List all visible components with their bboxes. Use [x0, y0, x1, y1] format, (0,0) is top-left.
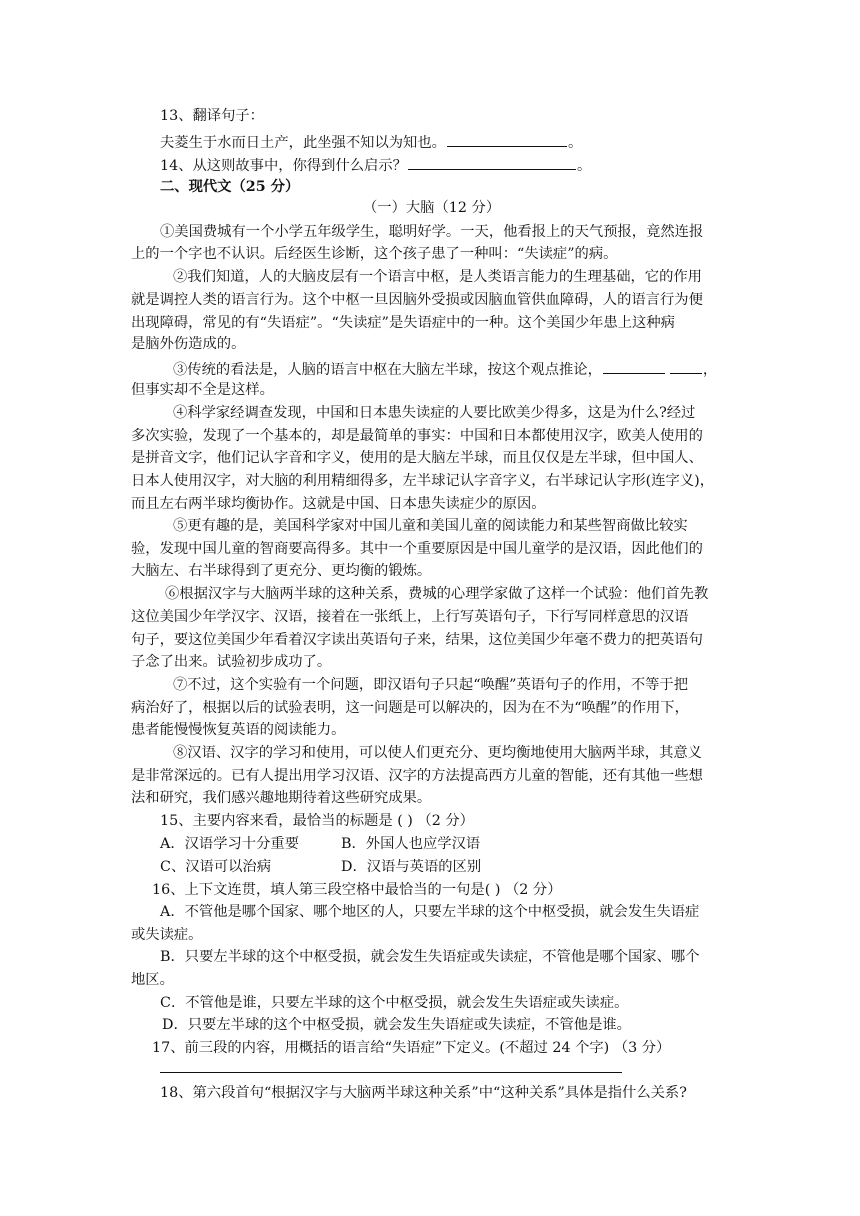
q13-end: 。: [567, 135, 583, 151]
paragraph-7-line: 患者能慢慢恢复英语的阅读能力。: [131, 722, 346, 738]
paragraph-2-line: 出现障碍，常见的有“失语症”。“失读症”是失语症中的一种。这个美国少年患上这种病: [131, 315, 675, 331]
paragraph-6-line: 句子，要这位美国少年看着汉字读出英语句子来，结果，这位美国少年毫不费力的把英语句: [131, 632, 703, 648]
paragraph-1-line: ①美国费城有一个小学五年级学生，聪明好学。一天，他看报上的天气预报，竟然连报: [160, 224, 704, 240]
paragraph-4-line: 多次实验，发现了一个基本的，却是最简单的事实：中国和日本都使用汉字，欧美人使用的: [131, 428, 703, 444]
paragraph-8-line: 法和研究，我们感兴趣地期待着这些研究成果。: [131, 790, 432, 806]
q16-option-a-cont[interactable]: 或失读症。: [131, 927, 203, 943]
q16-option-b[interactable]: B．只要左半球的这个中枢受损，就会发生失语症或失读症，不管他是哪个国家、哪个: [160, 949, 700, 965]
q16-option-c[interactable]: C．不管他是谁，只要左半球的这个中枢受损，就会发生失语症或失读症。: [160, 995, 629, 1011]
q14-text: 14、从这则故事中，你得到什么启示？: [160, 158, 407, 174]
q15-stem: 15、主要内容来看，最恰当的标题是 ( ) （2 分）: [160, 813, 474, 829]
q14-line: [160, 154, 591, 177]
paragraph-2-line: ②我们知道，人的大脑皮层有一个语言中枢，是人类语言能力的生理基础，它的作用: [173, 269, 702, 285]
paragraph-6-line: ⑥根据汉字与大脑两半球的这种关系，费城的心理学家做了这样一个试验：他们首先教: [165, 586, 709, 602]
paragraph-7-line: 病治好了，根据以后的试验表明，这一问题是可以解决的，因为在不为“唤醒”的作用下，: [131, 700, 689, 716]
paragraph-3-line: 但事实却不全是这样。: [131, 382, 274, 398]
q16-option-a[interactable]: A．不管他是哪个国家、哪个地区的人，只要左半球的这个中枢受损，就会发生失语症: [160, 904, 700, 920]
paragraph-2-line: 就是调控人类的语言行为。这个中枢一旦因脑外受损或因脑血管供血障碍，人的语言行为便: [131, 292, 703, 308]
q15-option-a[interactable]: A．汉语学习十分重要: [160, 836, 299, 852]
q13-sentence: 夫菱生于水而日土产，此坐强不知以为知也。: [160, 135, 446, 151]
q16-option-b-cont[interactable]: 地区。: [131, 972, 174, 988]
paragraph-4-line: 日本人使用汉字，对大脑的利用精细得多，左半球记认字音字义，右半球记认字形(连字义)，: [131, 473, 715, 489]
paragraph-8-line: 是非常深远的。已有人提出用学习汉语、汉字的方法提高西方儿童的智能，还有其他一些想: [131, 768, 703, 784]
q18-stem: 18、第六段首句“根据汉字与大脑两半球这种关系”中“这种关系”具体是指什么关系?: [160, 1085, 687, 1101]
q15-option-d[interactable]: D．汉语与英语的区别: [341, 859, 482, 875]
paragraph-5-line: 验，发现中国儿童的智商要高得多。其中一个重要原因是中国儿童学的是汉语，因此他们的: [131, 541, 703, 557]
paragraph-1-line: 上的一个字也不认识。后经医生诊断，这个孩子患了一种叫：“失读症”的病。: [131, 246, 618, 262]
paragraph-3-end: ，: [702, 362, 718, 378]
paragraph-3-line: [173, 358, 717, 381]
paragraph-3-blank-extra[interactable]: [670, 358, 702, 374]
paragraph-4-line: ④科学家经调查发现，中国和日本患失读症的人要比欧美少得多，这是为什么?经过: [173, 405, 696, 421]
paragraph-4-line: 是拼音文字，他们记认字音和字义，使用的是大脑左半球，而且仅仅是左半球，但中国人、: [131, 450, 703, 466]
paragraph-8-line: ⑧汉语、汉字的学习和使用，可以使人们更充分、更均衡地使用大脑两半球，其意义: [173, 745, 702, 761]
paragraph-4-line: 而且左右两半球均衡协作。这就是中国、日本患失读症少的原因。: [131, 496, 546, 512]
q13-sentence-line: [160, 131, 582, 154]
section-title: 二、现代文（25 分）: [160, 179, 300, 195]
passage-title: （一）大脑（12 分）: [363, 200, 501, 216]
q17-stem: 17、前三段的内容，用概括的语言给“失语症”下定义。(不超过 24 个字) （3 分）: [152, 1040, 671, 1056]
q17-answer-line[interactable]: [160, 1072, 622, 1073]
paragraph-7-line: ⑦不过，这个实验有一个问题，即汉语句子只起“唤醒”英语句子的作用，不等于把: [173, 677, 689, 693]
q15-option-c[interactable]: C、汉语可以治病: [160, 859, 272, 875]
q16-option-d[interactable]: D．只要左半球的这个中枢受损，就会发生失语症或失读症，不管他是谁。: [162, 1017, 631, 1033]
q13-label: 13、翻译句子：: [160, 108, 264, 124]
paragraph-6-line: 这位美国少年学汉字、汉语，接着在一张纸上，上行写英语句子，下行写同样意思的汉语: [131, 609, 689, 625]
paragraph-3-start: ③传统的看法是，人脑的语言中枢在大脑左半球，按这个观点推论，: [173, 362, 602, 378]
paragraph-3-blank[interactable]: [603, 358, 665, 374]
paragraph-6-line: 子念了出来。试验初步成功了。: [131, 654, 332, 670]
q13-answer-blank[interactable]: [447, 131, 567, 147]
q14-end: 。: [576, 158, 592, 174]
paragraph-5-line: 大脑左、右半球得到了更充分、更均衡的锻炼。: [131, 563, 432, 579]
q14-answer-blank[interactable]: [408, 154, 576, 170]
paragraph-2-line: 是脑外伤造成的。: [131, 336, 246, 352]
q15-option-b[interactable]: B．外国人也应学汉语: [341, 836, 481, 852]
paragraph-5-line: ⑤更有趣的是，美国科学家对中国儿童和美国儿童的阅读能力和某些智商做比较实: [173, 518, 688, 534]
q16-stem: 16、上下文连贯，填人第三段空格中最恰当的一句是( ) （2 分）: [152, 882, 562, 898]
